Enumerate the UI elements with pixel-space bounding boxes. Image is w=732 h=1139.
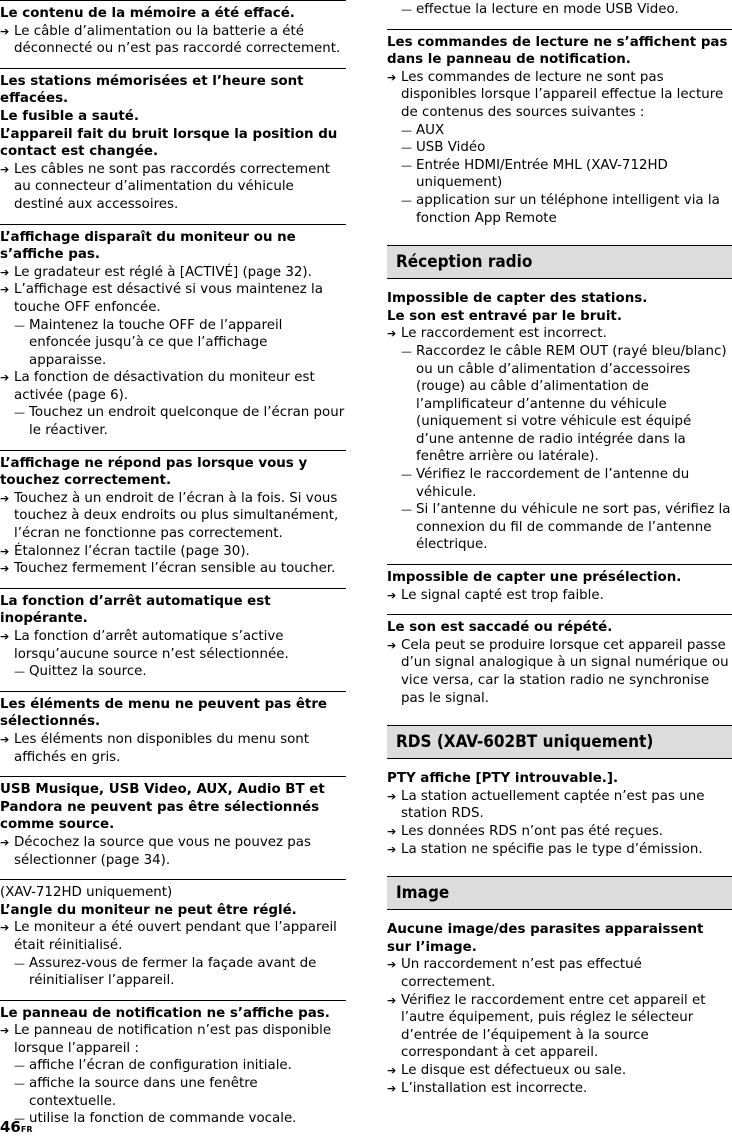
solution-item: ➔ Le gradateur est réglé à [ACTIVÉ] (page 32). <box>0 264 346 282</box>
solution-subitem: — Vérifiez le raccordement de l’antenne du véhicule. <box>387 466 732 501</box>
problem-title: Aucune image/des parasites apparaissent sur l’image. <box>387 922 704 955</box>
solution-subitem: — utilise la fonction de commande vocale. <box>0 1110 346 1128</box>
troubleshooting-entry <box>387 564 732 614</box>
entry-note: (XAV-712HD uniquement) <box>0 885 173 901</box>
problem-title: Le panneau de notification ne s’affiche pas. <box>0 1005 330 1021</box>
solution-item: ➔ Les données RDS n’ont pas été reçues. <box>387 823 732 841</box>
solution-subitem: — AUX <box>387 122 732 140</box>
solution-subitem: — Quittez la source. <box>0 663 346 681</box>
solution-item: ➔ Vérifiez le raccordement entre cet appareil et l’autre équipement, puis réglez le sélecteur d’entrée de l’équipement à la source correspondant à cet appareil. <box>387 992 732 1062</box>
solution-subitem: — Raccordez le câble REM OUT (rayé bleu/blanc) ou un câble d’alimentation d’accessoires (rouge) au câble d’alimentation de l’amplificateur d’antenne du véhicule (uniquement si votre véhicule est équipé d’une antenne de radio intégrée dans la fenêtre arrière ou latérale). <box>387 343 732 466</box>
troubleshooting-entry <box>387 0 732 29</box>
troubleshooting-entry <box>0 0 346 68</box>
problem-title: L’angle du moniteur ne peut être réglé. <box>0 902 297 918</box>
solution-subitem: — USB Vidéo <box>387 139 732 157</box>
page-number: 46FR <box>0 1118 33 1136</box>
troubleshooting-entry <box>387 289 732 564</box>
solution-item: ➔ La station actuellement captée n’est pas une station RDS. <box>387 788 732 823</box>
problem-title: Les stations mémorisées et l’heure sont effacées. <box>0 73 304 107</box>
problem-title: L’affichage ne répond pas lorsque vous y touchez correctement. <box>0 455 308 489</box>
solution-subitem: — Assurez-vous de fermer la façade avant de réinitialiser l’appareil. <box>0 955 346 990</box>
solution-subitem: — affiche l’écran de configuration initiale. <box>0 1057 346 1075</box>
troubleshooting-entry <box>387 769 732 868</box>
troubleshooting-entry <box>387 614 732 717</box>
problem-title: Le contenu de la mémoire a été effacé. <box>0 6 295 21</box>
problem-title: L’appareil fait du bruit lorsque la position du contact est changée. <box>0 126 338 160</box>
solution-item: ➔ La fonction d’arrêt automatique s’active lorsqu’aucune source n’est sélectionnée. <box>0 628 346 663</box>
problem-title: Le son est saccadé ou répété. <box>387 620 613 636</box>
troubleshooting-entry <box>0 588 346 691</box>
solution-item: ➔ Le signal capté est trop faible. <box>387 587 732 605</box>
troubleshooting-entry <box>0 68 346 224</box>
problem-title: PTY affiche [PTY introuvable.]. <box>387 771 619 787</box>
solution-subitem: — Maintenez la touche OFF de l’appareil enfoncée jusqu’à ce que l’affichage apparaisse. <box>0 317 346 370</box>
problem-title: L’affichage disparaît du moniteur ou ne s’affiche pas. <box>0 229 296 263</box>
right-column <box>387 0 732 1107</box>
solution-item: ➔ La station ne spécifie pas le type d’émission. <box>387 841 732 859</box>
problem-title: USB Musique, USB Video, AUX, Audio BT et Pandora ne peuvent pas être sélectionnés comme source. <box>0 782 325 833</box>
problem-title: Impossible de capter des stations. <box>387 291 648 307</box>
problem-title: Les commandes de lecture ne s’affichent pas dans le panneau de notification. <box>387 34 728 68</box>
solution-subitem: — Si l’antenne du véhicule ne sort pas, vérifiez la connexion du fil de commande de l’antenne électrique. <box>387 501 732 554</box>
problem-title: La fonction d’arrêt automatique est inopérante. <box>0 593 271 627</box>
troubleshooting-entry <box>387 920 732 1107</box>
solution-item: ➔ Les câbles ne sont pas raccordés correctement au connecteur d’alimentation du véhicule destiné aux accessoires. <box>0 161 346 214</box>
solution-item: ➔ Le raccordement est incorrect. <box>387 325 732 343</box>
problem-title: Le son est entravé par le bruit. <box>387 308 622 324</box>
solution-subitem: — Touchez un endroit quelconque de l’écran pour le réactiver. <box>0 404 346 439</box>
problem-title: Le fusible a sauté. <box>0 108 139 124</box>
section-heading: RDS (XAV-602BT uniquement) <box>387 725 732 759</box>
troubleshooting-entry <box>0 450 346 588</box>
solution-item: ➔ Le disque est défectueux ou sale. <box>387 1062 732 1080</box>
solution-item: ➔ Étalonnez l’écran tactile (page 30). <box>0 543 346 561</box>
section-heading: Réception radio <box>387 245 732 279</box>
solution-item: ➔ Décochez la source que vous ne pouvez pas sélectionner (page 34). <box>0 834 346 869</box>
solution-item: ➔ Les éléments non disponibles du menu sont affichés en gris. <box>0 731 346 766</box>
troubleshooting-entry <box>0 879 346 1000</box>
section-heading: Image <box>387 876 732 910</box>
solution-item: ➔ Le câble d’alimentation ou la batterie a été déconnecté ou n’est pas raccordé correctement. <box>0 23 346 58</box>
troubleshooting-entry <box>0 776 346 879</box>
solution-item: ➔ L’installation est incorrecte. <box>387 1080 732 1098</box>
left-column <box>0 0 346 1138</box>
solution-item: ➔ Cela peut se produire lorsque cet appareil passe d’un signal analogique à un signal numérique ou vice versa, car la station radio ne synchronise pas le signal. <box>387 637 732 707</box>
troubleshooting-entry <box>0 691 346 776</box>
troubleshooting-entry <box>387 29 732 238</box>
solution-item: ➔ Un raccordement n’est pas effectué correctement. <box>387 956 732 991</box>
solution-item: ➔ Le panneau de notification n’est pas disponible lorsque l’appareil : <box>0 1022 346 1057</box>
problem-title: Impossible de capter une présélection. <box>387 570 682 586</box>
problem-title: Les éléments de menu ne peuvent pas être sélectionnés. <box>0 696 327 730</box>
solution-item: ➔ Le moniteur a été ouvert pendant que l’appareil était réinitialisé. <box>0 919 346 954</box>
troubleshooting-entry <box>0 224 346 450</box>
solution-subitem: — affiche la source dans une fenêtre contextuelle. <box>0 1075 346 1110</box>
solution-item: ➔ Touchez à un endroit de l’écran à la fois. Si vous touchez à deux endroits ou plus simultanément, l’écran ne fonctionne pas correctement. <box>0 490 346 543</box>
solution-item: ➔ La fonction de désactivation du moniteur est activée (page 6). <box>0 369 346 404</box>
solution-item: ➔ L’affichage est désactivé si vous maintenez la touche OFF enfoncée. <box>0 281 346 316</box>
solution-item: ➔ Les commandes de lecture ne sont pas disponibles lorsque l’appareil effectue la lecture de contenus des sources suivantes : <box>387 69 732 122</box>
solution-subitem: — effectue la lecture en mode USB Video. <box>387 1 732 19</box>
solution-item: ➔ Touchez fermement l’écran sensible au toucher. <box>0 560 346 578</box>
solution-subitem: — application sur un téléphone intelligent via la fonction App Remote <box>387 192 732 227</box>
solution-subitem: — Entrée HDMI/Entrée MHL (XAV-712HD uniquement) <box>387 157 732 192</box>
troubleshooting-entry <box>0 1000 346 1138</box>
